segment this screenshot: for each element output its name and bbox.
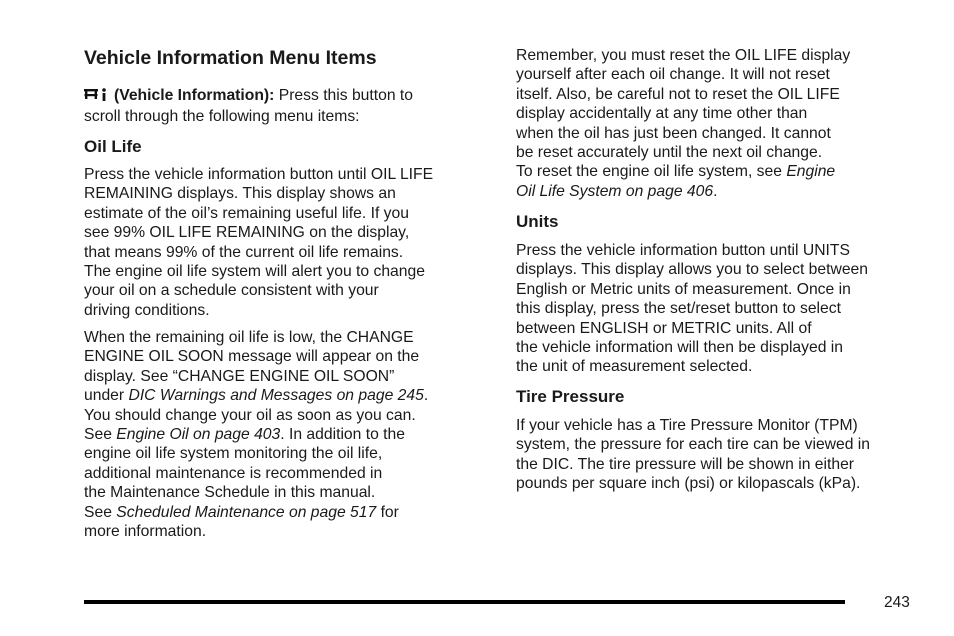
- section-heading: Vehicle Information Menu Items: [84, 47, 377, 69]
- tire-pressure-paragraph: If your vehicle has a Tire Pressure Monitor (TPM) system, the pressure for each tire can be viewed in the DIC. The tire pressure will be shown in either pounds per square inch (psi) or kilopascals (kPa).: [516, 417, 871, 493]
- dic-warnings-reference: DIC Warnings and Messages on page 245: [128, 387, 424, 405]
- scheduled-maintenance-reference: Scheduled Maintenance on page 517: [116, 503, 377, 521]
- engine-oil-life-system-reference: Engine: [786, 163, 836, 181]
- vehicle-information-label: (Vehicle Information):: [114, 87, 275, 104]
- engine-oil-reference: Engine Oil on page 403: [116, 426, 281, 444]
- vehicle-information-icon: [84, 88, 108, 107]
- units-paragraph: Press the vehicle information button until UNITS displays. This display allows you to select between English or Metric units of measurement. Once in this display, press the set/reset button to select between ENGLISH or METRIC units. All of the vehicle information will then be displayed in the unit of measurement selected.: [516, 242, 868, 376]
- footer-rule: [84, 600, 845, 604]
- oil-life-reset-paragraph: Remember, you must reset the OIL LIFE display yourself after each oil change. It will not reset itself. Also, be careful not to reset the OIL LIFE display accidentally at any time other than when the oil has just been changed. It cannot be reset accurately until the next oil change. To reset the engine oil life system, see Engine Oil Life System on page 406.: [516, 47, 851, 200]
- tire-pressure-heading: Tire Pressure: [516, 387, 625, 406]
- oil-life-paragraph-1: Press the vehicle information button until OIL LIFE REMAINING displays. This display shows an estimate of the oil’s remaining useful life. If you see 99% OIL LIFE REMAINING on the display, that means 99% of the current oil life remains. The engine oil life system will alert you to change your oil on a schedule consistent with your driving conditions.: [84, 166, 434, 319]
- oil-life-paragraph-2: When the remaining oil life is low, the CHANGE ENGINE OIL SOON message will appear on the display. See “CHANGE ENGINE OIL SOON” under DIC Warnings and Messages on page 245. You should change your oil as soon as you can. See Engine Oil on page 403. In addition to the engine oil life system monitoring the oil life, additional maintenance is recommended in the Maintenance Schedule in this manual. See Scheduled Maintenance on page 517 for more information.: [84, 329, 429, 541]
- oil-life-heading: Oil Life: [84, 137, 142, 156]
- vehicle-information-intro: (Vehicle Information): Press this button to scroll through the following menu items:: [84, 87, 414, 126]
- units-heading: Units: [516, 212, 559, 231]
- page-number: 243: [884, 594, 910, 611]
